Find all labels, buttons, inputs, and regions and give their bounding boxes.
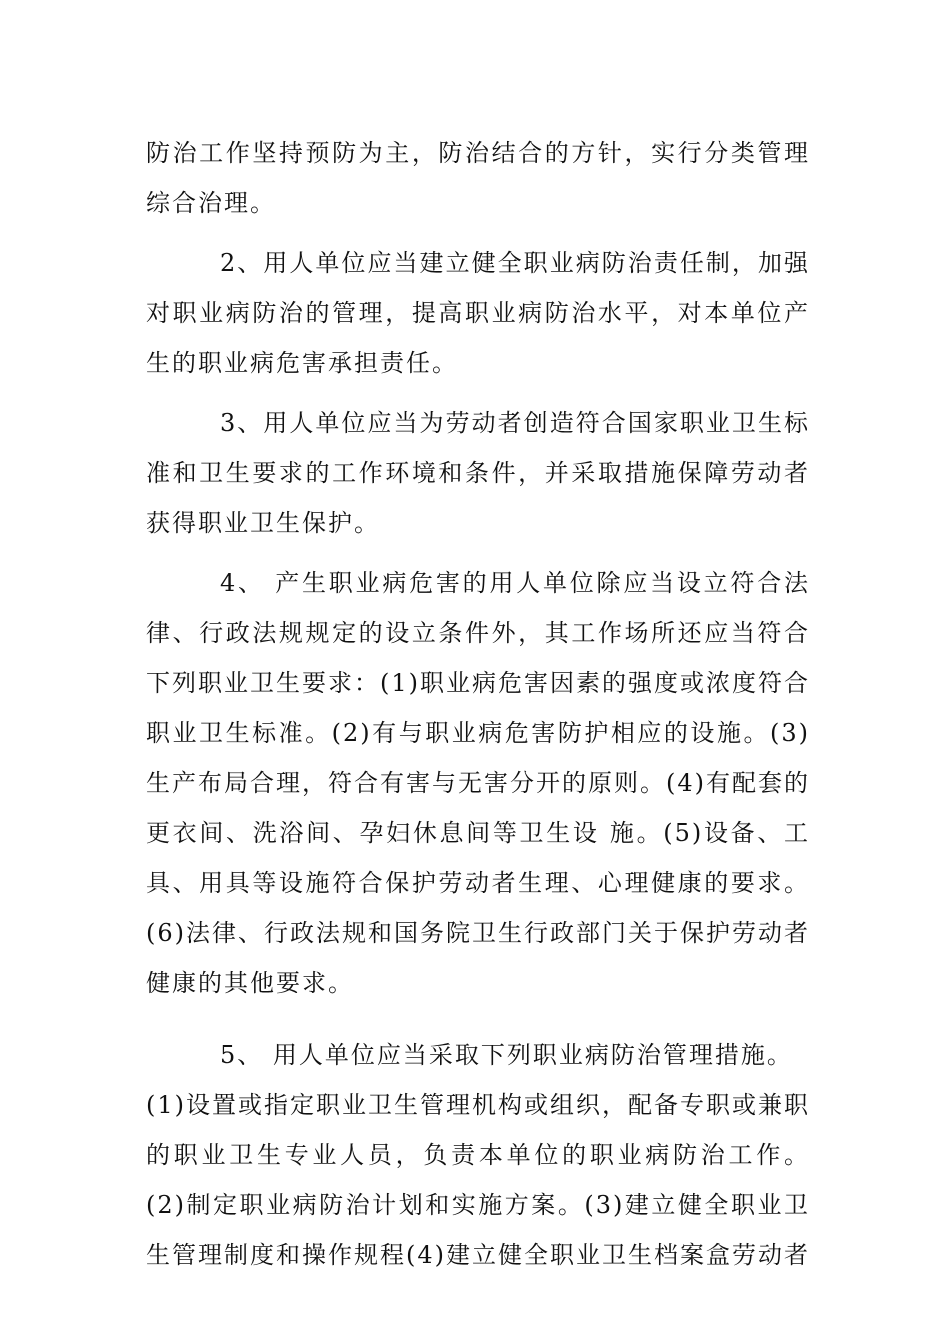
- paragraph-first-line: 3、用人单位应当为劳动者创造符合国家职业卫生标: [220, 409, 810, 437]
- text-line: 生管理制度和操作规程(4)建立健全职业卫生档案盒劳动者: [146, 1241, 810, 1269]
- text-line: 职业卫生标准。(2)有与职业病危害防护相应的设施。(3): [146, 719, 810, 747]
- text-line: 下列职业卫生要求：(1)职业病危害因素的强度或浓度符合: [146, 669, 810, 697]
- text-line: 更衣间、洗浴间、孕妇休息间等卫生设 施。(5)设备、工: [146, 819, 810, 847]
- text-line: 律、行政法规规定的设立条件外，其工作场所还应当符合: [146, 619, 810, 647]
- text-line: 生产布局合理，符合有害与无害分开的原则。(4)有配套的: [146, 769, 810, 797]
- text-line: (6)法律、行政法规和国务院卫生行政部门关于保护劳动者: [146, 919, 810, 947]
- body-text: [146, 128, 810, 1280]
- text-line: 防治工作坚持预防为主，防治结合的方针，实行分类管理: [146, 139, 810, 167]
- text-line: 准和卫生要求的工作环境和条件，并采取措施保障劳动者: [146, 459, 810, 487]
- text-line: 获得职业卫生保护。: [146, 509, 380, 537]
- paragraph-first-line: 5、 用人单位应当采取下列职业病防治管理措施。: [220, 1041, 793, 1069]
- text-line: 对职业病防治的管理，提高职业病防治水平，对本单位产: [146, 299, 810, 327]
- paragraph-first-line: 2、用人单位应当建立健全职业病防治责任制，加强: [220, 249, 810, 277]
- paragraph-first-line: 4、 产生职业病危害的用人单位除应当设立符合法: [220, 569, 810, 597]
- text-line: 综合治理。: [146, 189, 276, 217]
- text-line: 健康的其他要求。: [146, 969, 354, 997]
- text-line: 的职业卫生专业人员，负责本单位的职业病防治工作。: [146, 1141, 810, 1169]
- text-line: 生的职业病危害承担责任。: [146, 349, 458, 377]
- text-line: 具、用具等设施符合保护劳动者生理、心理健康的要求。: [146, 869, 810, 897]
- text-line: (2)制定职业病防治计划和实施方案。(3)建立健全职业卫: [146, 1191, 810, 1219]
- text-line: (1)设置或指定职业卫生管理机构或组织，配备专职或兼职: [146, 1091, 810, 1119]
